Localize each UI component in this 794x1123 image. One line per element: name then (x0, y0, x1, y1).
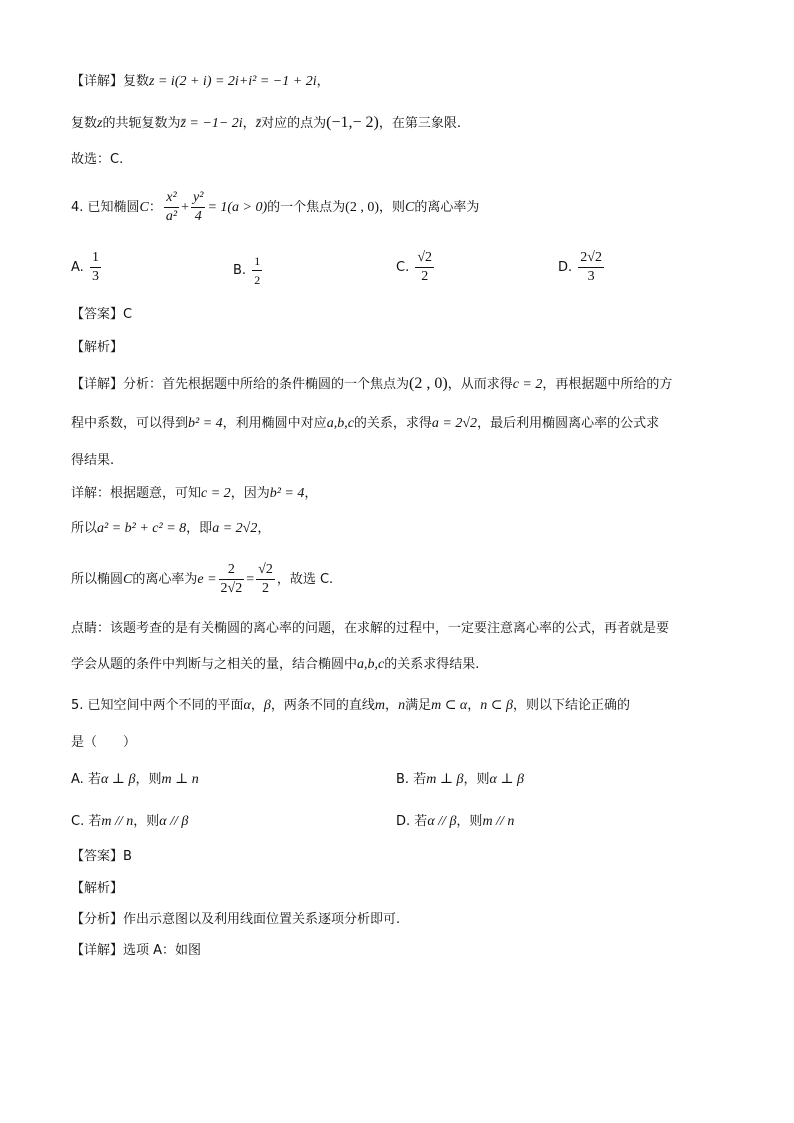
option-letter: D. (558, 260, 573, 275)
text: ，则 (379, 200, 406, 215)
text: 的离心率为 (132, 572, 198, 587)
q4-option-c[interactable] (396, 250, 436, 285)
q5-stem-line1 (71, 696, 630, 716)
q5-analysis-label: 【解析】 (71, 881, 124, 896)
q3-detail-line (71, 72, 330, 92)
q5-option-c[interactable] (71, 810, 188, 830)
q5-option-a[interactable] (71, 768, 199, 788)
text: ，则 (456, 814, 483, 829)
detail-label: 【详解】 (71, 943, 124, 958)
text: ，则 (463, 772, 490, 787)
option-letter: C. (396, 260, 410, 275)
beta: β (263, 698, 271, 713)
expr: m ⊥ n (161, 772, 199, 787)
text: 分析：首先根据题中所给的条件椭圆的一个焦点为 (123, 377, 410, 392)
text: ，从而求得 (447, 377, 513, 392)
var-C: C (405, 200, 415, 215)
punct: ， (316, 74, 330, 89)
plus: + (181, 200, 190, 215)
complex-expression: z = i(2 + i) = 2i+i² = −1 + 2i (149, 74, 317, 89)
answer-label: 【答案】 (71, 849, 124, 864)
punct: ， (385, 698, 399, 713)
denominator: 2 (261, 581, 269, 596)
q4-option-b[interactable] (233, 253, 264, 288)
numerator: 2√2 (578, 250, 604, 268)
var-m: m (374, 698, 386, 713)
var-C: C (139, 200, 149, 215)
numerator: √2 (256, 562, 275, 580)
option-letter: B. (396, 772, 410, 787)
expr: n ⊂ β (480, 698, 513, 713)
q4-comment2 (71, 655, 479, 675)
punct: ： (148, 200, 162, 215)
text: 复数 (123, 74, 150, 89)
var-C: C (123, 572, 133, 587)
text: 的共轭复数为 (102, 116, 181, 131)
answer-label: 【答案】 (71, 307, 124, 322)
q5-answer (71, 847, 132, 867)
punct: ， (257, 521, 271, 536)
q4-detail-line2 (71, 414, 659, 434)
expr: a = 2√2 (431, 416, 478, 431)
q4-comment1: 点睛：该题考查的是有关椭圆的离心率的问题，在求解的过程中，一定要注意离心率的公式，再者就是要 (71, 621, 670, 636)
text: 所以椭圆 (71, 572, 124, 587)
fraction-y2-4 (191, 190, 205, 225)
option-letter: A. (71, 772, 84, 787)
q4-answer (71, 305, 132, 325)
expr: a² = b² + c² = 8 (97, 521, 187, 536)
punct: ， (250, 698, 264, 713)
detail-label: 【详解】 (71, 377, 124, 392)
expr: c = 2 (201, 486, 231, 501)
q5-detail (71, 941, 201, 961)
q5-stem-line2: 是（ ） (71, 735, 137, 750)
text: 5. 已知空间中两个不同的平面 (71, 698, 244, 713)
text: 详解：根据题意，可知 (71, 486, 202, 501)
text: 的一个焦点为 (267, 200, 346, 215)
q4-so2 (71, 560, 333, 600)
numerator: y² (191, 190, 205, 208)
q3-conjugate-line (71, 113, 461, 134)
text: 所以 (71, 521, 98, 536)
punct: ， (467, 698, 481, 713)
text: ，最后利用椭圆离心率的公式求 (477, 416, 660, 431)
var-zbar: z̄ (255, 116, 262, 131)
equals: = (246, 572, 255, 587)
punct: ， (304, 486, 318, 501)
expr: α ⊥ β (489, 772, 524, 787)
expr: m ⊂ α (431, 698, 468, 713)
option-letter: A. (71, 260, 84, 275)
fraction-x2-a2 (164, 190, 179, 225)
option-letter: C. (71, 814, 85, 829)
numerator: 1 (252, 253, 262, 271)
option-fraction (90, 250, 101, 285)
expr: a = 2√2 (212, 521, 258, 536)
expr: a,b,c (326, 416, 354, 431)
text: 若 (413, 772, 427, 787)
denominator: a² (165, 209, 178, 224)
text: ，故选 C. (276, 572, 334, 587)
answer-value: C (123, 307, 133, 322)
q5-fenxi (71, 910, 400, 930)
text: 4. 已知椭圆 (71, 200, 140, 215)
numerator: 1 (90, 250, 101, 268)
fenxi-label: 【分析】 (71, 912, 124, 927)
equation-tail: = 1(a > 0) (207, 200, 268, 215)
q3-choice: 故选：C. (71, 152, 124, 167)
expr: b² = 4 (269, 486, 305, 501)
text: 学会从题的条件中判断与之相关的量，结合椭圆中 (71, 657, 358, 672)
text: ，再根据题中所给的方 (542, 377, 673, 392)
expr: α // β (159, 814, 189, 829)
denominator: 3 (91, 269, 99, 284)
q4-detail-line1 (71, 374, 672, 395)
text: 若 (88, 814, 102, 829)
denominator: 4 (194, 209, 202, 224)
denominator: 2 (421, 269, 429, 284)
expr: m ⊥ β (426, 772, 464, 787)
text: ，则 (135, 772, 162, 787)
point: (−1,− 2) (326, 114, 379, 131)
text: ，则 (133, 814, 160, 829)
option-letter: B. (233, 263, 247, 278)
text: ，因为 (230, 486, 270, 501)
text: 若 (414, 814, 428, 829)
text: 的关系求得结果. (384, 657, 480, 672)
var-z: z (97, 116, 103, 131)
focus-point: (2 , 0) (345, 200, 379, 215)
conjugate-expr: z̄ = −1− 2i (180, 116, 243, 131)
option-fraction (578, 250, 604, 285)
denominator: 2√2 (220, 581, 243, 596)
text: ，则以下结论正确的 (513, 698, 631, 713)
option-fraction (415, 250, 434, 285)
text: 复数 (71, 116, 98, 131)
point: (2 , 0) (409, 375, 448, 392)
text: 的关系，求得 (353, 416, 432, 431)
q4-xiangjie (71, 484, 317, 504)
text: 的离心率为 (414, 200, 480, 215)
numerator: √2 (415, 250, 434, 268)
expr: α ⊥ β (100, 772, 136, 787)
fraction (219, 562, 245, 597)
option-fraction (252, 253, 262, 288)
q4-option-d[interactable] (558, 250, 606, 285)
expr: m // n (482, 814, 515, 829)
q4-stem (71, 188, 479, 228)
fraction (256, 562, 275, 597)
denominator: 2 (254, 273, 261, 287)
expr: e = (197, 572, 217, 587)
expr: b² = 4 (188, 416, 223, 431)
text: ，即 (186, 521, 213, 536)
detail-label: 【详解】 (71, 74, 124, 89)
var-n: n (398, 698, 406, 713)
q4-option-a[interactable] (71, 250, 103, 285)
alpha: α (243, 698, 251, 713)
text: 选项 A：如图 (123, 943, 202, 958)
text: 程中系数，可以得到 (71, 416, 189, 431)
text: 若 (87, 772, 101, 787)
answer-value: B (123, 849, 132, 864)
expr: m // n (101, 814, 134, 829)
text: 满足 (405, 698, 432, 713)
expr: c = 2 (512, 377, 543, 392)
text: 作出示意图以及利用线面位置关系逐项分析即可. (123, 912, 401, 927)
numerator: x² (164, 190, 179, 208)
expr: a,b,c (357, 657, 385, 672)
text: ，利用椭圆中对应 (222, 416, 327, 431)
text: 对应的点为 (261, 116, 327, 131)
option-letter: D. (396, 814, 411, 829)
q4-analysis-label: 【解析】 (71, 340, 124, 355)
q4-so1 (71, 519, 270, 539)
punct: ， (242, 116, 256, 131)
text: ，在第三象限. (378, 116, 461, 131)
q5-option-b[interactable] (396, 768, 524, 788)
q5-option-d[interactable] (396, 810, 514, 830)
expr: α // β (427, 814, 457, 829)
numerator: 2 (219, 562, 245, 580)
denominator: 3 (587, 269, 595, 284)
text: ，两条不同的直线 (270, 698, 375, 713)
q4-detail-line3: 得结果. (71, 453, 115, 468)
